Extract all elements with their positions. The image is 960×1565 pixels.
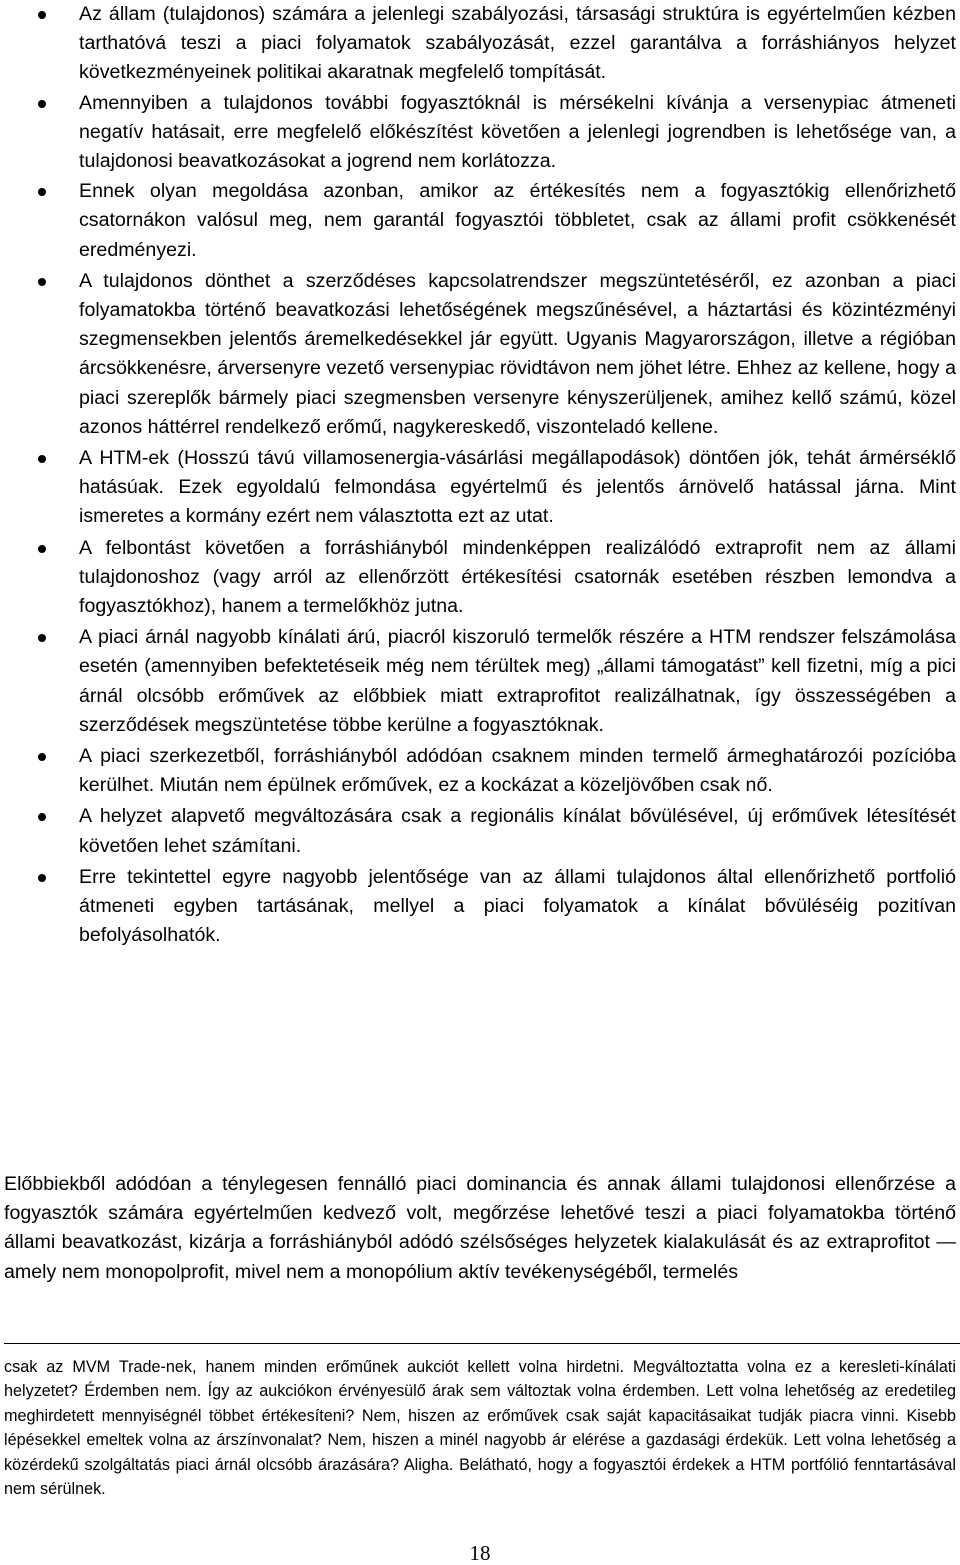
bullet-item <box>0 267 960 442</box>
bullet-text: A HTM-ek (Hosszú távú villamosenergia-vásárlási megállapodások) döntően jók, tehát ármérséklő hatásúak. Ezek egyoldalú felmondása egyértelmű és jelentős árnövelő hatással járna. Mint ismeretes a kormány ezért nem választotta ezt az utat. <box>79 447 956 528</box>
bullet-dot-icon <box>38 753 46 761</box>
bullet-text: Ennek olyan megoldása azonban, amikor az értékesítés nem a fogyasztókig ellenőrizhető csatornákon valósul meg, nem garantál fogyasztói többletet, csak az állami profit csökkenését eredményezi. <box>79 180 956 261</box>
bullet-dot-icon <box>38 545 46 553</box>
bullet-item <box>0 863 960 951</box>
bullet-item <box>0 444 960 532</box>
bullet-text: A felbontást követően a forráshiányból mindenképpen realizálódó extraprofit nem az állami tulajdonoshoz (vagy arról az ellenőrzött értékesítési csatornák esetében részben lemondva a fogyasztókhoz), hanem a termelőkhöz jutna. <box>79 536 956 618</box>
bullet-dot-icon <box>38 634 46 642</box>
footnote-text: csak az MVM Trade-nek, hanem minden erőműnek aukciót kellett volna hirdetni. Megváltoztatta volna ez a keresleti-kínálati helyzetet? Érdemben nem. Így az aukciókon érvényesülő árak sem változtak volna érdemben. Lett volna lehetőség az eredetileg meghirdetett mennyiségnél többet értékesíteni? Nem, hiszen az erőművek csak saját kapacitásaikat tudják piacra vinni. Kisebb lépésekkel emeltek volna az árszínvonalat? Nem, hiszen a minél nagyobb ár elérése a gazdasági érdekük. Lett volna lehetőség a közérdekű szolgáltatás piaci árnál olcsóbb árazására? Aligha. Belátható, hogy a fogyasztói érdekek a HTM portfólió fenntartásával nem sérülnek. <box>4 1358 956 1499</box>
bullet-text: A helyzet alapvető megváltozására csak a regionális kínálat bővülésével, új erőművek létesítését követően lehet számítani. <box>79 805 956 857</box>
bullet-item <box>0 177 960 265</box>
bullet-item <box>0 89 960 177</box>
bullet-item <box>0 742 960 800</box>
page-number: 18 <box>469 1541 491 1565</box>
bullet-dot-icon <box>38 11 46 19</box>
bullet-dot-icon <box>38 278 46 286</box>
bullet-text: A tulajdonos dönthet a szerződéses kapcsolatrendszer megszüntetéséről, ez azonban a piaci folyamatokba történő beavatkozási lehetőségének megszűnésével, a háztartási és közintézményi szegmensekben jelentős áremelkedésekkel jár együtt. Ugyanis Magyarországon, illetve a régióban árcsökkenésre, árversenyre vezető versenypiac rövidtávon nem jöhet létre. Ehhez az kellene, hogy a piaci szereplők bármely piaci szegmensben versenyre kényszerüljenek, amihez kellő számú, közel azonos háttérrel rendelkező erőmű, nagykereskedő, viszonteladó kellene. <box>79 269 956 438</box>
bullet-dot-icon <box>38 455 46 463</box>
footnote-separator <box>4 1343 960 1344</box>
bullet-text: A piaci szerkezetből, forráshiányból adódóan csaknem minden termelő ármeghatározói pozícióba kerülhet. Miután nem épülnek erőművek, ez a kockázat a közeljövőben csak nő. <box>79 745 956 797</box>
bullet-item <box>0 0 960 88</box>
bullet-item <box>0 802 960 860</box>
body-paragraph: Előbbiekből adódóan a ténylegesen fennálló piaci dominancia és annak állami tulajdonosi ellenőrzése a fogyasztók számára egyértelműen kedvező volt, megőrzése lehetővé teszi a piaci folyamatokba történő állami beavatkozást, kizárja a forráshiányból adódó szélsőséges helyzetek kialakulását és az extraprofitot — amely nem monopolprofit, mivel nem a monopólium aktív tevékenységéből, termelés <box>4 1173 956 1283</box>
bullet-text: Az állam (tulajdonos) számára a jelenlegi szabályozási, társasági struktúra is egyértelműen kézben tarthatóvá teszi a piaci folyamatok szabályozását, ezzel garantálva a forráshiányos helyzet következményeinek politikai akaratnak megfelelő tompítását. <box>79 3 956 84</box>
bullet-dot-icon <box>38 874 46 882</box>
bullet-dot-icon <box>38 188 46 196</box>
bullet-dot-icon <box>38 100 46 108</box>
bullet-dot-icon <box>38 813 46 821</box>
bullet-text: Erre tekintettel egyre nagyobb jelentősége van az állami tulajdonos által ellenőrizhető portfolió átmeneti egyben tartásának, mellyel a piaci folyamatok a kínálat bővüléséig pozitívan befolyásolhatók. <box>79 865 956 947</box>
bullet-text: A piaci árnál nagyobb kínálati árú, piacról kiszoruló termelők részére a HTM rendszer felszámolása esetén (amennyiben befektetéseik még nem térültek meg) „állami támogatást” kell fizetni, míg a pici árnál olcsóbb erőművek az előbbiek miatt extraprofitot realizálhatnak, így összességében a szerződések megszüntetése többe kerülne a fogyasztóknak. <box>79 626 956 736</box>
bullet-text: Amennyiben a tulajdonos további fogyasztóknál is mérsékelni kívánja a versenypiac átmeneti negatív hatásait, erre megfelelő előkészítést követően a jelenlegi jogrendben is lehetősége van, a tulajdonosi beavatkozásokat a jogrend nem korlátozza. <box>79 91 956 173</box>
bullet-item <box>0 534 960 622</box>
bullet-item <box>0 623 960 740</box>
